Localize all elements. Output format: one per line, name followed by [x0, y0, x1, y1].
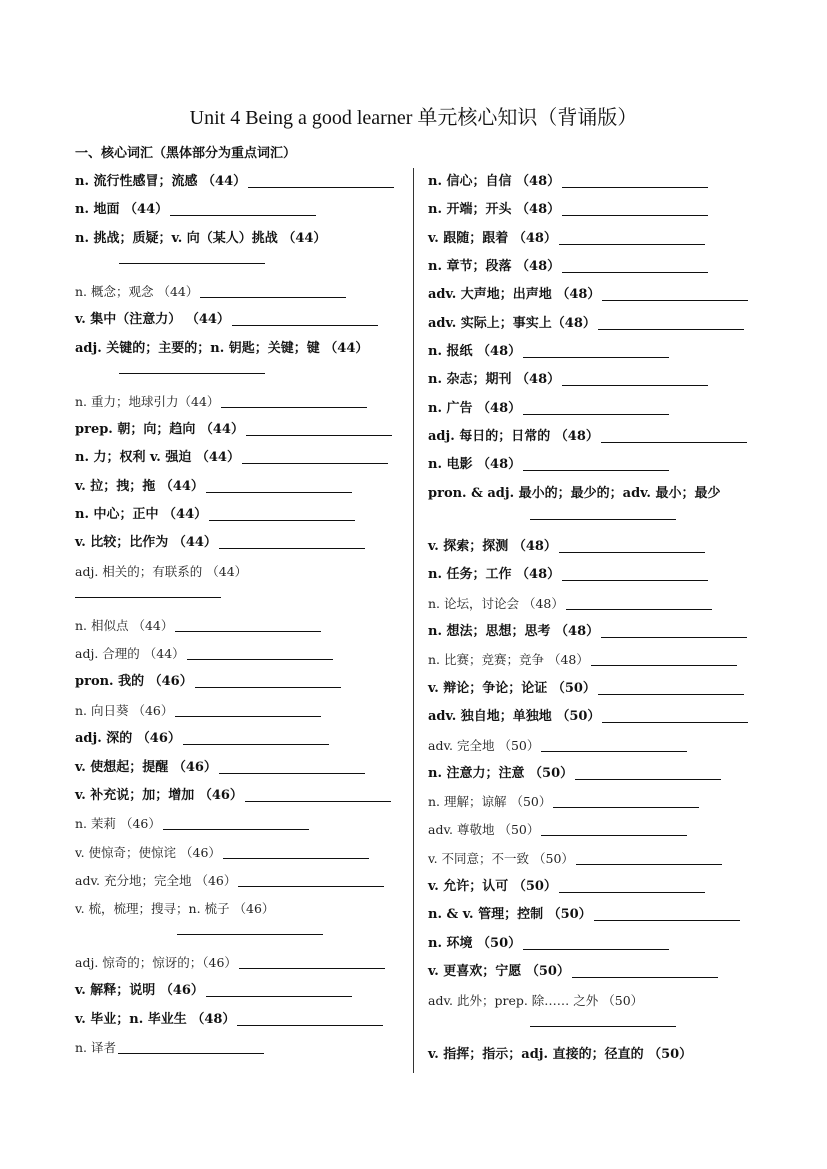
right-vocab-item [428, 905, 740, 925]
vocab-definition: adv. 此外；prep. 除…… 之外 （50） [428, 993, 644, 1008]
vocab-definition: adv. 完全地 （50） [428, 738, 540, 753]
answer-blank[interactable] [523, 469, 669, 471]
vocab-definition: n. 中心；正中 （44） [75, 507, 208, 522]
vocab-definition: v. 毕业；n. 毕业生 （48） [75, 1012, 236, 1027]
right-vocab-item [428, 792, 699, 812]
vocab-definition: v. 更喜欢；宁愿 （50） [428, 964, 570, 979]
left-vocab-item [75, 758, 365, 778]
left-vocab-item [75, 200, 316, 220]
left-vocab-item [75, 448, 388, 468]
right-vocab-item [428, 991, 643, 1011]
right-vocab-item [428, 172, 708, 192]
answer-blank[interactable] [237, 1024, 383, 1026]
answer-blank[interactable] [221, 406, 367, 408]
answer-blank[interactable] [572, 976, 718, 978]
vocab-definition: n. 开端；开头 （48） [428, 202, 561, 217]
left-vocab-item [75, 616, 321, 636]
left-vocab-item [75, 729, 329, 749]
left-vocab-item [75, 339, 368, 359]
answer-blank[interactable] [187, 658, 333, 660]
answer-blank[interactable] [575, 778, 721, 780]
vocab-definition: adv. 大声地；出声地 （48） [428, 287, 601, 302]
column-divider [413, 168, 414, 1073]
answer-blank[interactable] [245, 800, 391, 802]
vocab-definition: n. 力；权利 v. 强迫 （44） [75, 450, 240, 465]
right-vocab-item [428, 650, 737, 670]
vocab-definition: n. 概念；观念 （44） [75, 284, 199, 299]
vocab-definition: v. 梳，梳理；搜寻；n. 梳子 （46） [75, 901, 275, 916]
vocab-definition: n. 向日葵 （46） [75, 703, 174, 718]
vocab-definition: n. 地面 （44） [75, 202, 169, 217]
left-vocab-item [75, 282, 346, 302]
vocab-definition: n. 注意力；注意 （50） [428, 766, 574, 781]
answer-blank[interactable] [238, 885, 384, 887]
right-vocab-item [428, 820, 687, 840]
answer-blank[interactable] [591, 664, 737, 666]
answer-blank[interactable] [206, 491, 352, 493]
right-vocab-item [428, 342, 669, 362]
answer-blank[interactable] [163, 828, 309, 830]
answer-blank[interactable] [223, 857, 369, 859]
vocab-definition: adv. 充分地；完全地 （46） [75, 873, 237, 888]
left-vocab-item [75, 1010, 383, 1030]
left-vocab-item [75, 172, 394, 192]
vocab-definition: n. 译者 [75, 1040, 116, 1055]
right-vocab-item [428, 257, 708, 277]
answer-blank[interactable] [601, 636, 747, 638]
left-vocab-item [75, 786, 391, 806]
answer-blank[interactable] [541, 834, 687, 836]
answer-blank[interactable] [175, 715, 321, 717]
vocab-definition: v. 使惊奇；使惊诧 （46） [75, 845, 221, 860]
vocab-definition: n. 挑战；质疑；v. 向（某人）挑战 （44） [75, 231, 327, 246]
vocab-definition: pron. 我的 （46） [75, 674, 193, 689]
left-vocab-item [75, 644, 333, 664]
right-vocab-item [428, 764, 721, 784]
answer-blank[interactable] [209, 519, 355, 521]
answer-blank[interactable] [566, 608, 712, 610]
vocab-definition: v. 使想起；提醒 （46） [75, 760, 217, 775]
vocab-definition: adv. 独自地；单独地 （50） [428, 709, 601, 724]
answer-blank[interactable] [562, 214, 708, 216]
vocab-definition: v. 探索；探测 （48） [428, 539, 557, 554]
answer-blank[interactable] [119, 262, 265, 264]
answer-blank[interactable] [200, 296, 346, 298]
answer-blank[interactable] [523, 356, 669, 358]
answer-blank[interactable] [119, 372, 265, 374]
answer-blank[interactable] [559, 551, 705, 553]
page-title: Unit 4 Being a good learner 单元核心知识（背诵版） [189, 107, 638, 129]
answer-blank[interactable] [206, 995, 352, 997]
vocab-definition: prep. 朝；向；趋向 （44） [75, 422, 244, 437]
right-vocab-item [428, 229, 705, 249]
answer-blank[interactable] [232, 324, 378, 326]
vocab-definition: n. 茉莉 （46） [75, 816, 161, 831]
section-heading: 一、核心词汇（黑体部分为重点词汇） [75, 146, 297, 161]
vocab-definition: n. 论坛，讨论会 （48） [428, 596, 564, 611]
vocab-definition: n. 报纸 （48） [428, 344, 522, 359]
right-vocab-item [428, 736, 687, 756]
answer-blank[interactable] [594, 919, 740, 921]
vocab-definition: adj. 深的 （46） [75, 731, 181, 746]
vocab-definition: v. 补充说；加；增加 （46） [75, 788, 243, 803]
answer-blank[interactable] [219, 772, 365, 774]
vocab-definition: n. 相似点 （44） [75, 618, 174, 633]
answer-blank[interactable] [553, 806, 699, 808]
answer-blank[interactable] [598, 328, 744, 330]
left-vocab-item [75, 1038, 264, 1058]
answer-blank[interactable] [562, 384, 708, 386]
right-vocab-item [428, 1045, 692, 1065]
right-vocab-item [428, 455, 669, 475]
answer-blank[interactable] [598, 693, 744, 695]
answer-blank[interactable] [562, 579, 708, 581]
answer-blank[interactable] [195, 686, 341, 688]
left-vocab-item [75, 477, 352, 497]
answer-blank[interactable] [602, 299, 748, 301]
vocab-definition: adv. 实际上；事实上（48） [428, 316, 596, 331]
vocab-definition: pron. & adj. 最小的；最少的；adv. 最小；最少 [428, 486, 721, 501]
vocab-definition: n. 信心；自信 （48） [428, 174, 561, 189]
answer-blank[interactable] [75, 596, 221, 598]
left-vocab-item [75, 701, 321, 721]
vocab-definition: n. 广告 （48） [428, 401, 522, 416]
vocab-definition: adv. 尊敬地 （50） [428, 822, 540, 837]
left-vocab-item [75, 953, 385, 973]
vocab-definition: n. & v. 管理；控制 （50） [428, 907, 592, 922]
vocab-definition: v. 指挥；指示；adj. 直接的；径直的 （50） [428, 1047, 693, 1062]
vocab-definition: v. 集中（注意力） （44） [75, 312, 230, 327]
right-vocab-item [428, 285, 748, 305]
vocab-definition: v. 辩论；争论；论证 （50） [428, 681, 596, 696]
vocab-definition: v. 比较；比作为 （44） [75, 535, 217, 550]
vocab-definition: adj. 每日的；日常的 （48） [428, 429, 599, 444]
vocab-definition: n. 流行性感冒；流感 （44） [75, 174, 247, 189]
left-vocab-item [75, 672, 341, 692]
vocab-definition: n. 章节；段落 （48） [428, 259, 561, 274]
left-vocab-item [75, 814, 309, 834]
left-vocab-item [75, 871, 384, 891]
vocab-definition: v. 拉；拽；拖 （44） [75, 479, 204, 494]
vocab-definition: n. 理解；谅解 （50） [428, 794, 552, 809]
answer-blank[interactable] [562, 186, 708, 188]
vocab-definition: v. 跟随；跟着 （48） [428, 231, 557, 246]
answer-blank[interactable] [219, 547, 365, 549]
right-vocab-item [428, 877, 705, 897]
answer-blank[interactable] [601, 441, 747, 443]
right-vocab-item [428, 314, 744, 334]
left-vocab-item [75, 899, 274, 919]
answer-blank[interactable] [559, 891, 705, 893]
left-vocab-item [75, 533, 365, 553]
answer-blank[interactable] [170, 214, 316, 216]
vocab-definition: v. 解释；说明 （46） [75, 983, 204, 998]
answer-blank[interactable] [541, 750, 687, 752]
answer-blank[interactable] [523, 948, 669, 950]
vocab-definition: n. 想法；思想；思考 （48） [428, 624, 600, 639]
left-vocab-item [75, 392, 367, 412]
answer-blank[interactable] [248, 186, 394, 188]
left-vocab-item [75, 981, 352, 1001]
answer-blank[interactable] [523, 413, 669, 415]
right-vocab-item [428, 427, 747, 447]
vocab-definition: n. 任务；工作 （48） [428, 567, 561, 582]
answer-blank[interactable] [242, 462, 388, 464]
right-vocab-item [428, 370, 708, 390]
right-vocab-item [428, 594, 712, 614]
right-vocab-item [428, 537, 705, 557]
answer-blank[interactable] [562, 271, 708, 273]
answer-blank[interactable] [118, 1052, 264, 1054]
right-vocab-item [428, 707, 748, 727]
vocab-definition: adj. 关键的；主要的；n. 钥匙；关键；键 （44） [75, 341, 369, 356]
right-vocab-item [428, 484, 720, 504]
right-vocab-item [428, 679, 744, 699]
right-vocab-item [428, 200, 708, 220]
vocab-definition: adj. 惊奇的；惊讶的；（46） [75, 955, 237, 970]
left-vocab-item [75, 420, 392, 440]
left-vocab-item [75, 229, 326, 249]
answer-blank[interactable] [239, 967, 385, 969]
vocab-definition: n. 电影 （48） [428, 457, 522, 472]
left-vocab-item [75, 843, 369, 863]
answer-blank[interactable] [246, 434, 392, 436]
answer-blank[interactable] [530, 1025, 676, 1027]
vocab-definition: v. 不同意；不一致 （50） [428, 851, 574, 866]
vocab-definition: n. 重力；地球引力（44） [75, 394, 220, 409]
answer-blank[interactable] [602, 721, 748, 723]
answer-blank[interactable] [576, 863, 722, 865]
answer-blank[interactable] [559, 243, 705, 245]
right-vocab-item [428, 399, 669, 419]
right-vocab-item [428, 622, 747, 642]
vocab-definition: n. 比赛；竞赛；竞争 （48） [428, 652, 589, 667]
vocab-definition: n. 环境 （50） [428, 936, 522, 951]
left-vocab-item [75, 562, 247, 582]
vocab-definition: adj. 相关的；有联系的 （44） [75, 564, 248, 579]
vocab-definition: adj. 合理的 （44） [75, 646, 185, 661]
left-vocab-item [75, 310, 378, 330]
vocab-definition: v. 允许；认可 （50） [428, 879, 557, 894]
answer-blank[interactable] [183, 743, 329, 745]
answer-blank[interactable] [177, 933, 323, 935]
answer-blank[interactable] [175, 630, 321, 632]
left-vocab-item [75, 505, 355, 525]
right-vocab-item [428, 934, 669, 954]
right-vocab-item [428, 849, 722, 869]
right-vocab-item [428, 962, 718, 982]
answer-blank[interactable] [530, 518, 676, 520]
right-vocab-item [428, 565, 708, 585]
vocab-definition: n. 杂志；期刊 （48） [428, 372, 561, 387]
